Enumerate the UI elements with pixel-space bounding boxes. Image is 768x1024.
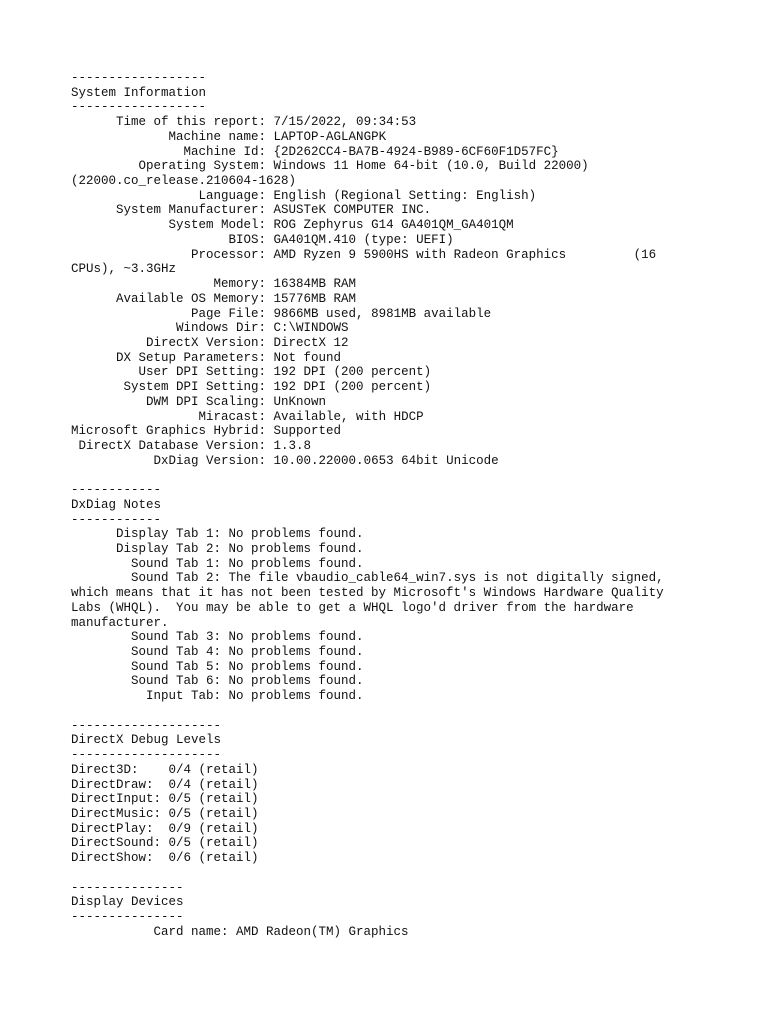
report-line	[71, 130, 711, 145]
dxdiag-report	[71, 71, 711, 939]
field-label: Language:	[71, 188, 267, 203]
field-value: No problems found.	[221, 630, 364, 645]
report-line	[71, 395, 711, 410]
report-line	[71, 159, 711, 174]
field-value: No problems found.	[221, 645, 364, 660]
report-line	[71, 115, 711, 130]
field-value: 10.00.22000.0653 64bit Unicode	[266, 453, 499, 468]
field-value: 0/5 (retail)	[168, 836, 259, 851]
field-value: 192 DPI (200 percent)	[266, 365, 432, 380]
field-value: (22000.co_release.210604-1628)	[71, 174, 297, 189]
field-label: Direct3D:	[71, 762, 169, 777]
field-label: DirectShow:	[71, 851, 169, 866]
field-value: 7/15/2022, 09:34:53	[266, 115, 417, 130]
section-rule-top: ------------------	[71, 71, 207, 85]
section-display-devices	[71, 881, 711, 940]
field-label: System DPI Setting:	[71, 380, 267, 395]
field-label: Sound Tab 6:	[71, 674, 222, 689]
section-rule-top: ---------------	[71, 880, 184, 895]
report-line	[71, 763, 711, 778]
report-line	[71, 836, 711, 851]
section-title: System Information	[71, 85, 207, 100]
field-label: DirectInput:	[71, 792, 169, 807]
field-value: 0/9 (retail)	[168, 821, 259, 836]
field-label: Available OS Memory:	[71, 291, 267, 306]
field-value: 0/5 (retail)	[168, 806, 259, 821]
field-value: English (Regional Setting: English)	[266, 188, 537, 203]
field-value: No problems found.	[221, 556, 364, 571]
field-value: {2D262CC4-BA7B-4924-B989-6CF60F1D57FC}	[266, 144, 559, 159]
field-label: Miracast:	[71, 409, 267, 424]
section-rule-bottom: --------------------	[71, 748, 222, 763]
field-label: Sound Tab 2:	[71, 571, 222, 586]
field-value: 192 DPI (200 percent)	[266, 380, 432, 395]
field-label: Sound Tab 3:	[71, 630, 222, 645]
field-value: manufacturer.	[71, 615, 169, 630]
field-label: DirectX Version:	[71, 335, 267, 350]
field-value: ASUSTeK COMPUTER INC.	[266, 203, 432, 218]
field-value: No problems found.	[221, 689, 364, 704]
field-label: Input Tab:	[71, 689, 222, 704]
field-value: Labs (WHQL). You may be able to get a WHQL logo'd driver from the hardware	[71, 600, 634, 615]
field-value: Supported	[266, 424, 342, 439]
field-label: Sound Tab 5:	[71, 659, 222, 674]
report-line	[71, 233, 711, 248]
report-line	[71, 174, 711, 189]
report-line	[71, 822, 711, 837]
report-line	[71, 660, 711, 675]
report-line	[71, 571, 711, 586]
report-line	[71, 292, 711, 307]
field-label: DxDiag Version:	[71, 453, 267, 468]
field-value: 15776MB RAM	[266, 291, 357, 306]
report-line	[71, 307, 711, 322]
report-line	[71, 424, 711, 439]
field-value: AMD Ryzen 9 5900HS with Radeon Graphics (16	[266, 247, 657, 262]
report-line	[71, 218, 711, 233]
field-value: AMD Radeon(TM) Graphics	[228, 924, 409, 939]
field-label: Machine name:	[71, 129, 267, 144]
report-line	[71, 365, 711, 380]
field-value: 0/6 (retail)	[168, 851, 259, 866]
section-directx-debug-levels	[71, 719, 711, 866]
field-value: CPUs), ~3.3GHz	[71, 262, 177, 277]
field-label: DX Setup Parameters:	[71, 350, 267, 365]
report-line	[71, 454, 711, 469]
section-rule-bottom: ------------	[71, 512, 162, 527]
report-line	[71, 645, 711, 660]
report-line	[71, 630, 711, 645]
field-label: DirectSound:	[71, 836, 169, 851]
section-title: DirectX Debug Levels	[71, 733, 222, 748]
section-rule-top: ------------	[71, 483, 162, 498]
field-label: Card name:	[71, 924, 229, 939]
field-value: No problems found.	[221, 674, 364, 689]
report-line	[71, 262, 711, 277]
report-line	[71, 380, 711, 395]
field-label: Processor:	[71, 247, 267, 262]
field-label: DirectPlay:	[71, 821, 169, 836]
field-value: No problems found.	[221, 527, 364, 542]
field-value: 0/4 (retail)	[168, 777, 259, 792]
field-label: Page File:	[71, 306, 267, 321]
field-label: DirectDraw:	[71, 777, 169, 792]
section-rule-top: --------------------	[71, 718, 222, 733]
field-label: Memory:	[71, 277, 267, 292]
report-line	[71, 542, 711, 557]
report-line	[71, 557, 711, 572]
field-label: Sound Tab 4:	[71, 645, 222, 660]
report-line	[71, 527, 711, 542]
field-label: System Model:	[71, 218, 267, 233]
section-rule-bottom: ---------------	[71, 909, 184, 924]
field-label: Time of this report:	[71, 115, 267, 130]
field-label: DWM DPI Scaling:	[71, 394, 267, 409]
field-value: 16384MB RAM	[266, 277, 357, 292]
report-line	[71, 689, 711, 704]
report-line	[71, 277, 711, 292]
field-label: Operating System:	[71, 159, 267, 174]
report-line	[71, 616, 711, 631]
report-line	[71, 145, 711, 160]
field-label: DirectMusic:	[71, 806, 169, 821]
field-value: DirectX 12	[266, 335, 349, 350]
field-value: Available, with HDCP	[266, 409, 424, 424]
field-value: The file vbaudio_cable64_win7.sys is not digitally signed,	[221, 571, 664, 586]
field-value: GA401QM.410 (type: UEFI)	[266, 232, 454, 247]
field-label: Microsoft Graphics Hybrid:	[71, 424, 267, 439]
report-line	[71, 248, 711, 263]
field-value: LAPTOP-AGLANGPK	[266, 129, 387, 144]
blank-line	[71, 468, 711, 483]
report-line	[71, 778, 711, 793]
field-label: Sound Tab 1:	[71, 556, 222, 571]
report-line	[71, 189, 711, 204]
report-line	[71, 586, 711, 601]
report-line	[71, 601, 711, 616]
field-value: 0/5 (retail)	[168, 792, 259, 807]
field-value: ROG Zephyrus G14 GA401QM_GA401QM	[266, 218, 514, 233]
field-label: DirectX Database Version:	[71, 438, 267, 453]
field-label: BIOS:	[71, 232, 267, 247]
field-value: C:\WINDOWS	[266, 321, 349, 336]
report-line	[71, 321, 711, 336]
report-line	[71, 925, 711, 940]
field-label: Display Tab 2:	[71, 542, 222, 556]
report-line	[71, 203, 711, 218]
field-value: UnKnown	[266, 394, 327, 409]
report-line	[71, 792, 711, 807]
field-value: 9866MB used, 8981MB available	[266, 306, 492, 321]
report-line	[71, 439, 711, 454]
field-value: Windows 11 Home 64-bit (10.0, Build 22000)	[266, 159, 589, 174]
report-line	[71, 674, 711, 689]
field-label: User DPI Setting:	[71, 365, 267, 380]
field-label: System Manufacturer:	[71, 203, 267, 218]
field-value: 1.3.8	[266, 438, 312, 453]
section-dxdiag-notes	[71, 483, 711, 704]
section-title: DxDiag Notes	[71, 497, 162, 512]
field-label: Windows Dir:	[71, 321, 267, 336]
field-value: 0/4 (retail)	[168, 762, 259, 777]
blank-line	[71, 866, 711, 881]
report-line	[71, 410, 711, 425]
field-label: Machine Id:	[71, 144, 267, 159]
field-value: No problems found.	[221, 659, 364, 674]
field-value: Not found	[266, 350, 342, 365]
field-value: which means that it has not been tested by Microsoft's Windows Hardware Quality	[71, 586, 664, 601]
blank-line	[71, 704, 711, 719]
section-system-information	[71, 71, 711, 468]
report-line	[71, 851, 711, 866]
section-rule-bottom: ------------------	[71, 100, 207, 115]
field-label: Display Tab 1:	[71, 527, 222, 542]
report-line	[71, 351, 711, 366]
field-value: No problems found.	[221, 542, 364, 556]
report-line	[71, 336, 711, 351]
section-title: Display Devices	[71, 895, 184, 910]
report-line	[71, 807, 711, 822]
